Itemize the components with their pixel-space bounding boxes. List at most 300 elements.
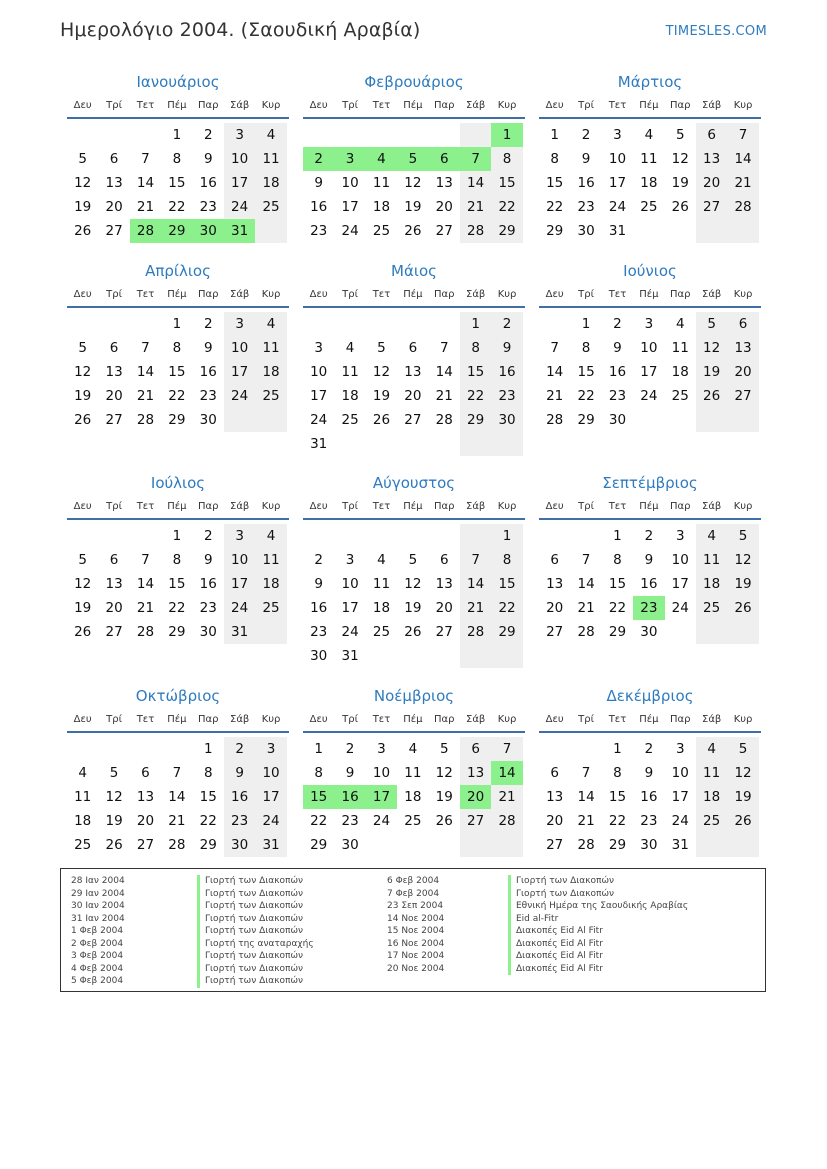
day-cell: 8	[491, 147, 522, 171]
day-cell: 6	[460, 737, 491, 761]
weekday-label: Τετ	[136, 500, 155, 512]
day-cell: 11	[372, 175, 391, 191]
day-cell: 23	[577, 199, 595, 215]
day-cell: 25	[341, 412, 359, 428]
day-cell: 30	[577, 223, 595, 239]
day-cell: 5	[408, 552, 418, 568]
day-cell: 18	[341, 388, 359, 404]
weekday-label: Τετ	[136, 99, 155, 111]
day-cell: 4	[78, 765, 87, 781]
day-cell: 7	[581, 765, 591, 781]
day-cell: 20	[105, 600, 123, 616]
month-name: Νοέμβριος	[373, 687, 455, 705]
weekday-label: Τετ	[136, 288, 155, 300]
day-cell: 16	[640, 789, 658, 805]
day-cell: 25	[255, 195, 286, 219]
day-cell: 1	[172, 316, 182, 332]
day-cell: 11	[404, 765, 422, 781]
empty-cell	[429, 833, 460, 857]
day-cell: 16	[224, 785, 255, 809]
empty-cell	[696, 833, 727, 857]
day-cell: 3	[377, 741, 386, 757]
day-cell: 14	[577, 789, 595, 805]
day-grid	[303, 524, 525, 668]
empty-cell	[397, 833, 428, 857]
day-cell: 17	[224, 171, 255, 195]
day-cell: 5	[727, 524, 758, 548]
day-cell: 1	[172, 127, 182, 143]
holiday-day: 5	[397, 147, 428, 171]
day-cell: 24	[671, 600, 689, 616]
legend-date: 23 Σεπ 2004	[387, 901, 444, 911]
day-cell: 10	[671, 552, 689, 568]
day-cell: 27	[435, 223, 453, 239]
day-grid	[539, 524, 761, 644]
day-cell: 6	[550, 552, 559, 568]
day-cell: 31	[224, 620, 255, 644]
day-cell: 13	[546, 576, 564, 592]
empty-cell	[397, 123, 428, 147]
day-cell: 3	[675, 528, 685, 544]
empty-cell	[303, 123, 334, 147]
day-cell: 22	[310, 813, 328, 829]
legend-date: 30 Ιαν 2004	[71, 901, 125, 911]
day-cell: 25	[255, 596, 286, 620]
day-cell: 1	[172, 528, 182, 544]
empty-cell	[366, 833, 397, 857]
empty-cell	[696, 620, 727, 644]
day-cell: 17	[255, 785, 286, 809]
weekday-header	[539, 93, 761, 119]
day-cell: 25	[640, 199, 658, 215]
weekday-label: Τετ	[608, 713, 627, 725]
day-cell: 18	[255, 171, 286, 195]
legend-date: 1 Φεβ 2004	[71, 926, 124, 936]
day-grid	[539, 312, 761, 432]
day-cell: 1	[581, 316, 591, 332]
weekday-label: Κυρ	[733, 99, 753, 111]
day-cell: 3	[644, 316, 654, 332]
empty-cell	[539, 312, 570, 336]
day-cell: 9	[314, 576, 323, 592]
empty-cell	[366, 312, 397, 336]
day-grid	[67, 737, 289, 857]
holiday-day: 1	[491, 123, 522, 147]
day-cell: 30	[608, 412, 627, 428]
day-cell: 21	[546, 388, 564, 404]
day-cell: 3	[675, 741, 685, 757]
day-cell: 4	[255, 524, 286, 548]
legend-holiday-name: Γιορτή των Διακοπών	[197, 913, 314, 926]
day-cell: 1	[460, 312, 491, 336]
day-cell: 16	[640, 576, 658, 592]
empty-cell	[98, 737, 129, 761]
empty-cell	[303, 524, 334, 548]
weekday-label: Κυρ	[733, 500, 753, 512]
empty-cell	[366, 644, 397, 668]
day-cell: 13	[696, 147, 727, 171]
day-cell: 9	[613, 340, 622, 356]
weekday-label: Πέμ	[403, 713, 423, 725]
day-cell: 30	[640, 837, 658, 853]
day-cell: 22	[168, 199, 186, 215]
legend-names	[197, 875, 314, 988]
day-cell: 8	[581, 340, 591, 356]
day-cell: 29	[608, 837, 627, 853]
day-cell: 27	[727, 384, 758, 408]
day-cell: 17	[341, 600, 359, 616]
day-cell: 21	[727, 171, 758, 195]
day-cell: 18	[640, 175, 658, 191]
day-cell: 8	[203, 765, 213, 781]
day-cell: 4	[696, 524, 727, 548]
empty-cell	[67, 524, 98, 548]
day-cell: 17	[224, 572, 255, 596]
month-block	[67, 472, 289, 644]
day-cell: 19	[74, 600, 92, 616]
legend-date: 20 Νοε 2004	[387, 963, 445, 974]
day-cell: 9	[491, 336, 522, 360]
day-cell: 26	[404, 624, 422, 640]
weekday-label: Σάβ	[702, 500, 722, 512]
day-cell: 24	[608, 199, 627, 215]
month-name: Ιούνιος	[623, 262, 677, 280]
month-name: Μάρτιος	[617, 73, 683, 91]
day-cell: 12	[404, 576, 422, 592]
day-cell: 25	[696, 809, 727, 833]
day-cell: 7	[460, 548, 491, 572]
weekday-label: Παρ	[670, 500, 691, 512]
legend-date: 4 Φεβ 2004	[71, 963, 124, 974]
weekday-label: Τρί	[342, 713, 358, 725]
legend-holiday-name: Διακοπές Eid Al Fitr	[508, 950, 688, 963]
day-cell: 7	[141, 552, 150, 568]
day-cell: 15	[460, 360, 491, 384]
day-cell: 7	[141, 151, 150, 167]
day-cell: 10	[255, 761, 286, 785]
day-cell: 20	[727, 360, 758, 384]
legend-date: 7 Φεβ 2004	[387, 888, 440, 899]
day-cell: 25	[696, 596, 727, 620]
day-cell: 17	[224, 360, 255, 384]
weekday-label: Σάβ	[466, 713, 486, 725]
empty-cell	[570, 524, 601, 548]
empty-cell	[366, 123, 397, 147]
weekday-label: Σάβ	[702, 99, 722, 111]
day-cell: 6	[141, 765, 150, 781]
weekday-label: Κυρ	[497, 99, 517, 111]
weekday-header	[67, 93, 289, 119]
empty-cell	[665, 620, 696, 644]
weekday-label: Τρί	[106, 99, 122, 111]
day-cell: 22	[546, 199, 564, 215]
empty-cell	[429, 312, 460, 336]
weekday-label: Παρ	[198, 713, 219, 725]
day-cell: 20	[136, 813, 155, 829]
weekday-label: Τετ	[372, 713, 391, 725]
legend-holiday-name: Διακοπές Eid Al Fitr	[508, 938, 688, 951]
day-cell: 17	[310, 388, 328, 404]
day-cell: 27	[105, 412, 123, 428]
empty-cell	[696, 219, 727, 243]
weekday-label: Δευ	[73, 288, 92, 300]
day-cell: 29	[491, 620, 522, 644]
empty-cell	[727, 833, 758, 857]
day-cell: 6	[109, 552, 119, 568]
empty-cell	[696, 408, 727, 432]
day-cell: 2	[203, 316, 213, 332]
empty-cell	[334, 312, 365, 336]
day-cell: 2	[314, 552, 323, 568]
day-cell: 9	[203, 552, 213, 568]
empty-cell	[67, 123, 98, 147]
month-block	[67, 260, 289, 432]
legend-holiday-name: Γιορτή της αναταραχής	[197, 938, 314, 951]
day-cell: 19	[105, 813, 123, 829]
empty-cell	[397, 644, 428, 668]
day-cell: 8	[460, 336, 491, 360]
day-cell: 4	[377, 552, 386, 568]
day-cell: 28	[136, 412, 155, 428]
legend-holiday-name: Γιορτή των Διακοπών	[508, 888, 688, 901]
weekday-label: Κυρ	[733, 713, 753, 725]
weekday-label: Τετ	[608, 288, 627, 300]
day-cell: 7	[581, 552, 591, 568]
day-cell: 29	[577, 412, 595, 428]
day-grid	[303, 737, 525, 857]
weekday-label: Κυρ	[733, 288, 753, 300]
day-cell: 15	[608, 789, 627, 805]
day-cell: 10	[671, 765, 689, 781]
empty-cell	[397, 312, 428, 336]
weekday-header	[67, 707, 289, 733]
weekday-label: Πέμ	[403, 99, 423, 111]
month-block	[67, 685, 289, 857]
day-cell: 12	[671, 151, 689, 167]
day-cell: 7	[727, 123, 758, 147]
day-cell: 13	[546, 789, 564, 805]
day-cell: 14	[136, 175, 155, 191]
weekday-label: Σάβ	[230, 500, 250, 512]
day-cell: 21	[577, 813, 595, 829]
day-cell: 19	[435, 789, 453, 805]
day-cell: 22	[460, 384, 491, 408]
day-cell: 4	[345, 340, 355, 356]
weekday-label: Τετ	[372, 500, 391, 512]
day-cell: 21	[577, 600, 595, 616]
day-cell: 13	[136, 789, 155, 805]
day-cell: 9	[203, 340, 213, 356]
day-cell: 6	[727, 312, 758, 336]
legend-holiday-name: Eid al-Fitr	[508, 913, 688, 926]
day-cell: 16	[199, 175, 217, 191]
weekday-label: Παρ	[434, 288, 455, 300]
day-cell: 10	[224, 147, 255, 171]
day-cell: 28	[435, 412, 453, 428]
day-cell: 11	[341, 364, 359, 380]
legend-holiday-name: Εθνική Ημέρα της Σαουδικής Αραβίας	[508, 900, 688, 913]
weekday-label: Πέμ	[167, 288, 187, 300]
day-cell: 30	[310, 648, 328, 664]
day-cell: 2	[203, 528, 213, 544]
day-cell: 4	[696, 737, 727, 761]
weekday-label: Τρί	[578, 99, 594, 111]
weekday-label: Σάβ	[702, 713, 722, 725]
weekday-label: Δευ	[73, 500, 92, 512]
day-cell: 12	[696, 336, 727, 360]
day-cell: 21	[460, 195, 491, 219]
empty-cell	[429, 432, 460, 456]
month-block	[539, 71, 761, 243]
holiday-day: 16	[334, 785, 365, 809]
holiday-day: 2	[303, 147, 334, 171]
day-cell: 18	[696, 572, 727, 596]
day-cell: 28	[136, 624, 155, 640]
holiday-day: 7	[460, 147, 491, 171]
day-grid	[67, 312, 289, 432]
month-block	[67, 71, 289, 243]
day-grid	[539, 737, 761, 857]
day-cell: 2	[581, 127, 591, 143]
day-cell: 27	[460, 809, 491, 833]
day-cell: 8	[613, 552, 622, 568]
legend-holiday-name: Γιορτή των Διακοπών	[197, 925, 314, 938]
weekday-label: Κυρ	[261, 99, 281, 111]
weekday-label: Δευ	[73, 713, 92, 725]
day-cell: 1	[613, 741, 622, 757]
day-cell: 15	[199, 789, 217, 805]
day-cell: 25	[74, 837, 92, 853]
day-cell: 18	[372, 600, 391, 616]
day-cell: 28	[168, 837, 186, 853]
empty-cell	[460, 833, 491, 857]
day-cell: 18	[671, 364, 689, 380]
legend-date: 3 Φεβ 2004	[71, 951, 124, 961]
day-cell: 2	[224, 737, 255, 761]
day-cell: 22	[199, 813, 217, 829]
day-cell: 18	[255, 572, 286, 596]
day-cell: 31	[671, 837, 689, 853]
day-cell: 14	[546, 364, 564, 380]
day-cell: 3	[224, 524, 255, 548]
month-block	[303, 71, 525, 243]
day-cell: 30	[199, 624, 217, 640]
weekday-label: Παρ	[670, 99, 691, 111]
day-cell: 20	[404, 388, 422, 404]
day-cell: 12	[727, 548, 758, 572]
weekday-label: Παρ	[434, 500, 455, 512]
legend-dates	[387, 875, 444, 975]
day-cell: 12	[74, 576, 92, 592]
day-cell: 21	[136, 199, 155, 215]
day-cell: 26	[727, 809, 758, 833]
empty-cell	[255, 219, 286, 243]
day-cell: 25	[404, 813, 422, 829]
weekday-label: Δευ	[545, 99, 564, 111]
day-cell: 22	[168, 388, 186, 404]
day-cell: 29	[199, 837, 217, 853]
weekday-label: Τρί	[578, 288, 594, 300]
day-cell: 3	[345, 552, 355, 568]
empty-cell	[633, 219, 664, 243]
day-cell: 5	[78, 552, 87, 568]
day-cell: 21	[168, 813, 186, 829]
weekday-label: Παρ	[670, 288, 691, 300]
day-cell: 14	[577, 576, 595, 592]
weekday-label: Τρί	[342, 288, 358, 300]
day-cell: 30	[341, 837, 359, 853]
day-cell: 10	[310, 364, 328, 380]
day-cell: 2	[644, 741, 654, 757]
weekday-header	[67, 494, 289, 520]
weekday-label: Τετ	[136, 713, 155, 725]
day-cell: 18	[696, 785, 727, 809]
day-cell: 4	[255, 123, 286, 147]
day-cell: 8	[550, 151, 559, 167]
empty-cell	[366, 524, 397, 548]
day-cell: 5	[109, 765, 119, 781]
holiday-day: 15	[303, 785, 334, 809]
weekday-label: Παρ	[198, 500, 219, 512]
day-cell: 31	[255, 833, 286, 857]
day-cell: 2	[644, 528, 654, 544]
holiday-day: 17	[366, 785, 397, 809]
day-cell: 30	[224, 833, 255, 857]
day-cell: 22	[491, 596, 522, 620]
empty-cell	[429, 524, 460, 548]
holiday-day: 4	[366, 147, 397, 171]
month-block	[539, 685, 761, 857]
day-cell: 26	[74, 223, 92, 239]
day-cell: 6	[696, 123, 727, 147]
empty-cell	[334, 432, 365, 456]
empty-cell	[334, 123, 365, 147]
empty-cell	[665, 219, 696, 243]
day-cell: 18	[74, 813, 92, 829]
day-cell: 29	[546, 223, 564, 239]
legend-date: 31 Ιαν 2004	[71, 913, 125, 924]
month-name: Σεπτέμβριος	[602, 474, 698, 492]
day-cell: 9	[581, 151, 591, 167]
empty-cell	[633, 408, 664, 432]
day-cell: 28	[460, 620, 491, 644]
day-cell: 20	[546, 600, 564, 616]
empty-cell	[98, 123, 129, 147]
day-cell: 15	[168, 364, 186, 380]
day-cell: 8	[172, 151, 182, 167]
empty-cell	[460, 123, 491, 147]
site-link[interactable]: TIMESLES.COM	[665, 24, 767, 39]
day-cell: 24	[671, 813, 689, 829]
day-cell: 23	[608, 388, 627, 404]
weekday-label: Πέμ	[639, 713, 659, 725]
day-cell: 14	[136, 364, 155, 380]
day-cell: 27	[404, 412, 422, 428]
weekday-label: Τρί	[106, 713, 122, 725]
day-cell: 19	[372, 388, 391, 404]
day-cell: 12	[372, 364, 391, 380]
day-cell: 24	[310, 412, 328, 428]
day-cell: 9	[224, 761, 255, 785]
empty-cell	[460, 432, 491, 456]
day-cell: 23	[224, 809, 255, 833]
day-cell: 13	[105, 175, 123, 191]
day-cell: 15	[491, 171, 522, 195]
day-cell: 24	[224, 596, 255, 620]
day-cell: 30	[199, 412, 217, 428]
day-cell: 8	[314, 765, 323, 781]
day-cell: 3	[224, 123, 255, 147]
